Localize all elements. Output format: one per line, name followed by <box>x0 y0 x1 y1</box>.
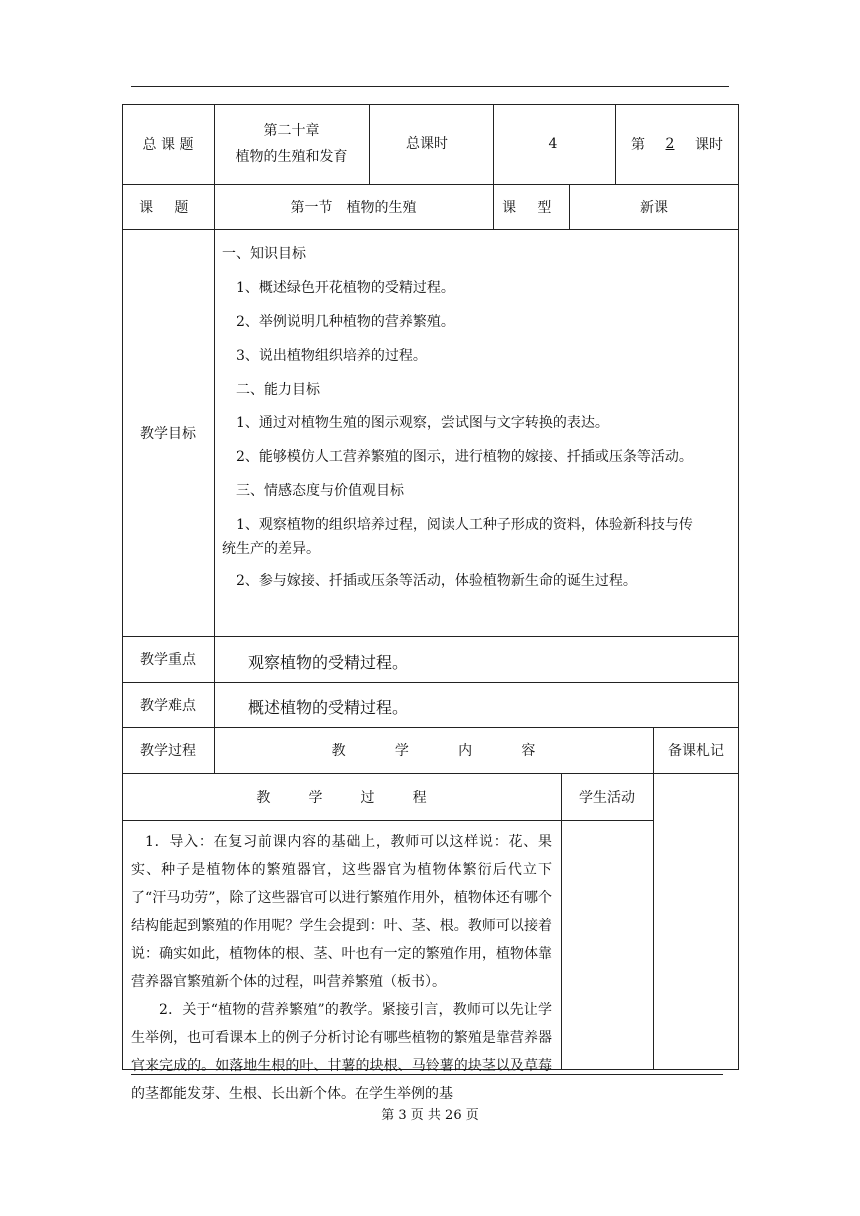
difficulty-label-text: 教学难点 <box>140 697 196 714</box>
objective-item: 3、说出植物组织培养的过程。 <box>236 348 427 364</box>
key-point-label-text: 教学重点 <box>140 652 196 668</box>
total-hours-label <box>369 104 493 184</box>
difficulty-value-text: 概述植物的受精过程。 <box>248 698 409 717</box>
content-header <box>214 727 653 773</box>
lesson-prefix: 第 <box>631 137 645 153</box>
objectives-label <box>122 229 214 636</box>
chapter-name: 植物的生殖和发育 <box>235 149 348 165</box>
topic-value <box>214 184 493 229</box>
total-topic-label <box>122 104 214 184</box>
objective-item: 2、举例说明几种植物的营养繁殖。 <box>236 314 455 330</box>
lesson-number-value: 2 <box>665 136 675 152</box>
student-activity-header <box>561 773 653 820</box>
header-rule <box>131 86 729 87</box>
total-hours-value <box>493 104 615 184</box>
objectives-label-text: 教学目标 <box>140 425 196 442</box>
objective-item: 1、通过对植物生殖的图示观察，尝试图与文字转换的表达。 <box>236 415 609 431</box>
objective-item: 2、参与嫁接、扦插或压条等活动，体验植物新生命的诞生过程。 <box>236 573 637 589</box>
objective-heading: 一、知识目标 <box>222 246 306 262</box>
page-number-text: 第 3 页 共 26 页 <box>381 1108 479 1123</box>
content-header-text: 教 学 内 容 <box>331 743 558 759</box>
total-hours-value-text: 4 <box>548 136 558 152</box>
objective-item: 1、观察植物的组织培养过程，阅读人工种子形成的资料，体验新科技与传 <box>236 517 693 533</box>
objective-heading: 三、情感态度与价值观目标 <box>236 483 404 499</box>
body-paragraph: 1．导入：在复习前课内容的基础上，教师可以这样说：花、果实、种子是植物体的繁殖器官，这些器官为植物体繁衍后代立下了“汗马功劳”，除了这些器官可以进行繁殖作用外，植物体还有哪个结构能起到繁殖的作用呢？学生会提到：叶、茎、根。教师可以接着说：确实如此，植物体的根、茎、叶也有一定的繁殖作用，植物体靠营养器官繁殖新个体的过程，叫营养繁殖（板书）。 <box>131 834 552 990</box>
student-activity-header-text: 学生活动 <box>579 789 635 806</box>
page-number <box>0 1104 860 1123</box>
objective-heading: 二、能力目标 <box>236 382 320 398</box>
lesson-suffix: 课时 <box>695 137 723 153</box>
topic-label <box>122 184 214 229</box>
type-value <box>569 184 739 229</box>
key-point-value <box>248 650 408 673</box>
teaching-process-header <box>122 773 561 820</box>
objective-item-continued: 统生产的差异。 <box>222 541 320 557</box>
chapter-number: 第二十章 <box>263 123 320 139</box>
process-label <box>122 727 214 773</box>
topic-value-text: 第一节 植物的生殖 <box>290 199 417 216</box>
notes-header <box>653 727 739 773</box>
difficulty-value <box>248 695 408 718</box>
type-label-text: 课 型 <box>502 199 560 216</box>
footer-rule <box>131 1074 723 1075</box>
key-point-value-text: 观察植物的受精过程。 <box>248 653 409 672</box>
total-topic-label-text: 总 课 题 <box>142 137 194 153</box>
teaching-body <box>122 820 561 1102</box>
notes-header-text: 备课札记 <box>668 743 724 759</box>
total-hours-label-text: 总课时 <box>406 136 448 152</box>
process-label-text: 教学过程 <box>140 743 196 759</box>
topic-label-text: 课 题 <box>139 199 197 216</box>
type-value-text: 新课 <box>640 199 668 216</box>
type-label <box>493 184 569 229</box>
table-rule <box>653 727 654 1070</box>
objective-item: 2、能够模仿人工营养繁殖的图示，进行植物的嫁接、扦插或压条等活动。 <box>236 449 693 465</box>
key-point-label <box>122 636 214 682</box>
teaching-process-header-text: 教 学 过 程 <box>256 789 444 806</box>
objective-item: 1、概述绿色开花植物的受精过程。 <box>236 280 455 296</box>
chapter-title <box>214 104 369 184</box>
difficulty-label <box>122 682 214 727</box>
lesson-number <box>615 104 739 184</box>
body-paragraph: 2．关于“植物的营养繁殖”的教学。紧接引言，教师可以先让学生举例，也可看课本上的例子分析讨论有哪些植物的繁殖是靠营养器官来完成的。如落地生根的叶、甘薯的块根、马铃薯的块茎以及草莓的茎都能发芽、生根、长出新个体。在学生举例的基 <box>131 1002 552 1102</box>
